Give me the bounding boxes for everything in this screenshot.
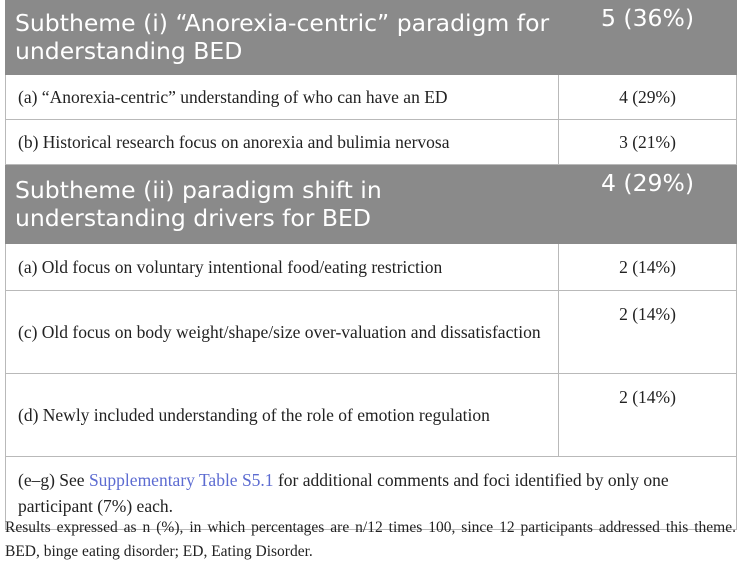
subtheme-count: 4 (29%) [559,165,737,244]
item-count: 3 (21%) [559,120,737,165]
item-count: 2 (14%) [559,374,737,457]
subtheme-header-row [6,0,737,75]
subtheme-header-row [6,165,737,244]
results-table [5,0,737,530]
item-label: (a) “Anorexia-centric” understanding of who can have an ED [6,75,559,120]
note-prefix: (e–g) See [18,470,89,490]
table-caption: Results expressed as n (%), in which percentages are n/12 times 100, since 12 participants addressed this theme. BED, binge eating disorder; ED, Eating Disorder. [5,519,736,560]
table-row [6,120,737,165]
item-label: (c) Old focus on body weight/shape/size over-valuation and dissatisfaction [6,291,559,374]
table-row [6,291,737,374]
table-row [6,244,737,291]
subtheme-count: 5 (36%) [559,0,737,75]
subtheme-title: Subtheme (i) “Anorexia-centric” paradigm for understanding BED [6,0,559,75]
item-count: 4 (29%) [559,75,737,120]
item-label: (b) Historical research focus on anorexia and bulimia nervosa [6,120,559,165]
item-label: (a) Old focus on voluntary intentional food/eating restriction [6,244,559,291]
table-row [6,374,737,457]
item-count: 2 (14%) [559,244,737,291]
item-count: 2 (14%) [559,291,737,374]
table-row [6,75,737,120]
item-label: (d) Newly included understanding of the role of emotion regulation [6,374,559,457]
subtheme-title: Subtheme (ii) paradigm shift in understanding drivers for BED [6,165,559,244]
note-suffix: for additional comments and foci identified by only one participant (7%) each. [18,470,669,516]
supplementary-table-link[interactable]: Supplementary Table S5.1 [88,470,274,490]
